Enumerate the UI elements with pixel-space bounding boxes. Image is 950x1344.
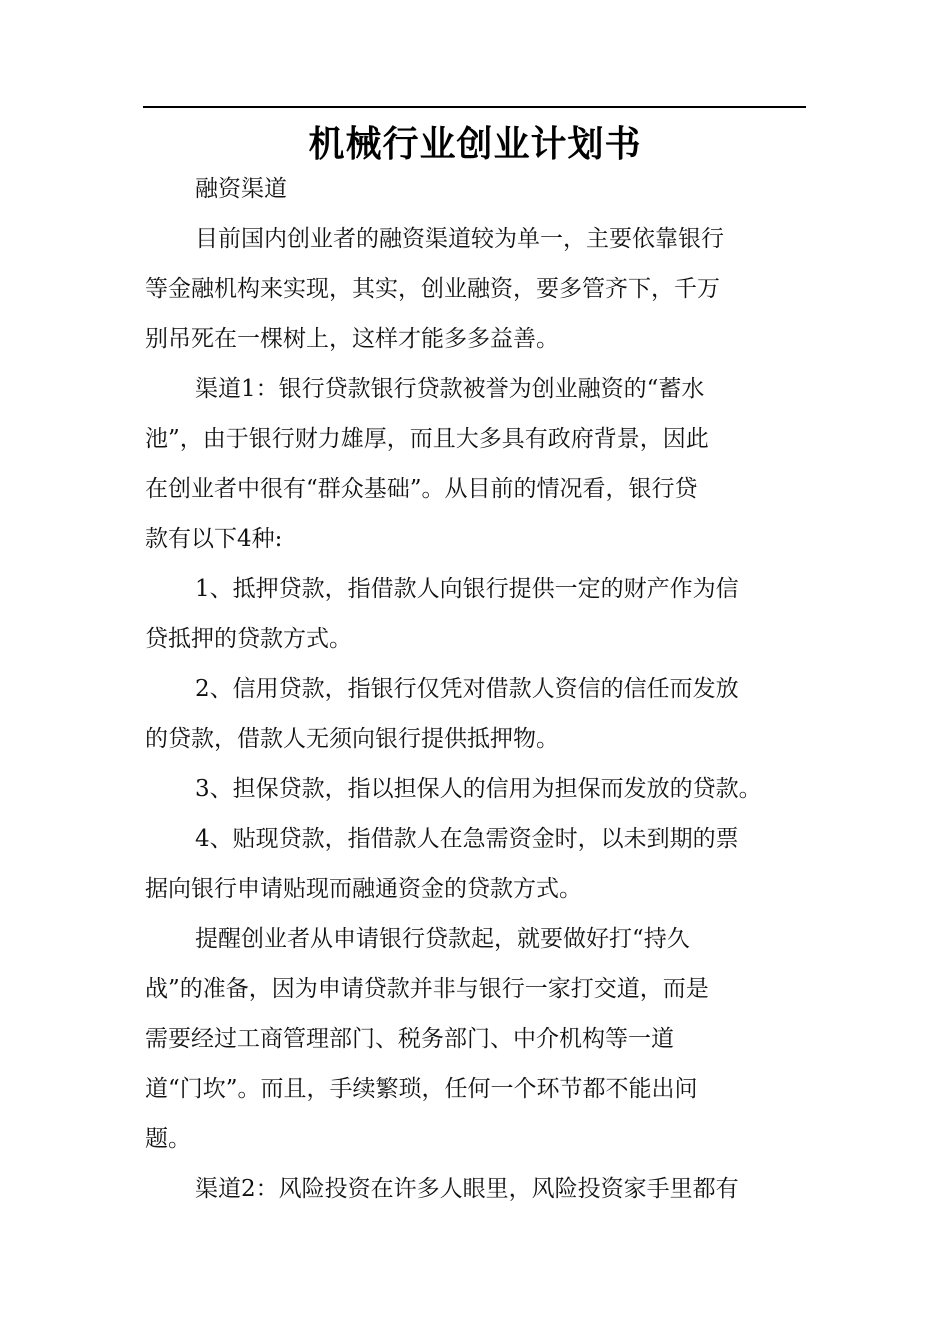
- header-rule: [143, 106, 806, 108]
- paragraph-reminder: 提醒创业者从申请银行贷款起，就要做好打“持久 战”的准备，因为申请贷款并非与银行一家打交道，而是 需要经过工商管理部门、税务部门、中介机构等一道 道“门坎”。而且，手续繁琐，任何一个环节都不能出问 题。: [145, 926, 709, 1152]
- paragraph-mortgage-loan: 1、抵押贷款，指借款人向银行提供一定的财产作为信 贷抵押的贷款方式。: [145, 576, 739, 652]
- paragraph-intro: 目前国内创业者的融资渠道较为单一，主要依靠银行 等金融机构来实现，其实，创业融资，要多管齐下，千万 别吊死在一棵树上，这样才能多多益善。: [145, 226, 724, 352]
- document-body: [145, 164, 807, 1214]
- document-title: 机械行业创业计划书: [308, 124, 642, 165]
- paragraph-discount-loan: 4、贴现贷款，指借款人在急需资金时，以未到期的票 据向银行申请贴现而融通资金的贷款方式。: [145, 826, 739, 902]
- paragraph-credit-loan: 2、信用贷款，指银行仅凭对借款人资信的信任而发放 的贷款，借款人无须向银行提供抵押物。: [145, 676, 739, 752]
- paragraph-channel-2-venture-capital: 渠道2：风险投资在许多人眼里，风险投资家手里都有: [195, 1176, 739, 1202]
- section-heading-financing-channels: 融资渠道: [195, 176, 287, 202]
- paragraph-channel-1-bank-loans: 渠道1：银行贷款银行贷款被誉为创业融资的“蓄水 池”，由于银行财力雄厚，而且大多具有政府背景，因此 在创业者中很有“群众基础”。从目前的情况看，银行贷 款有以下4种:: [145, 376, 709, 552]
- paragraph-guaranteed-loan: 3、担保贷款，指以担保人的信用为担保而发放的贷款。: [195, 776, 762, 802]
